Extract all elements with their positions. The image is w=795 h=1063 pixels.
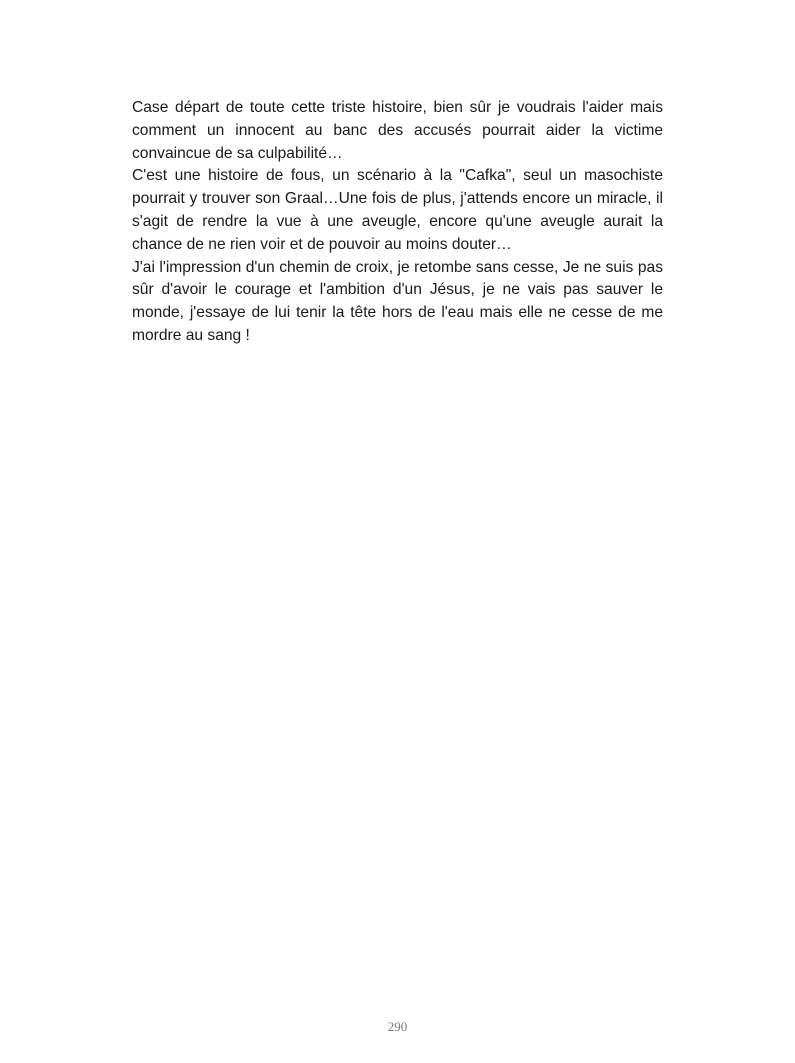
paragraph-1: Case départ de toute cette triste histoire, bien sûr je voudrais l'aider mais comment un innocent au banc des accusés pourrait aider la victime convaincue de sa culpabilité… bbox=[132, 99, 663, 162]
body-text bbox=[132, 97, 663, 348]
paragraph-2: C'est une histoire de fous, un scénario à la "Cafka", seul un masochiste pourrait y trouver son Graal…Une fois de plus, j'attends encore un miracle, il s'agit de rendre la vue à une aveugle, encore qu'une aveugle aurait la chance de ne rien voir et de pouvoir au moins douter… bbox=[132, 167, 663, 253]
page-number: 290 bbox=[387, 1019, 408, 1034]
paragraph-3: J'ai l'impression d'un chemin de croix, je retombe sans cesse, Je ne suis pas sûr d'avoir le courage et l'ambition d'un Jésus, je ne vais pas sauver le monde, j'essaye de lui tenir la tête hors de l'eau mais elle ne cesse de me mordre au sang ! bbox=[132, 258, 663, 344]
